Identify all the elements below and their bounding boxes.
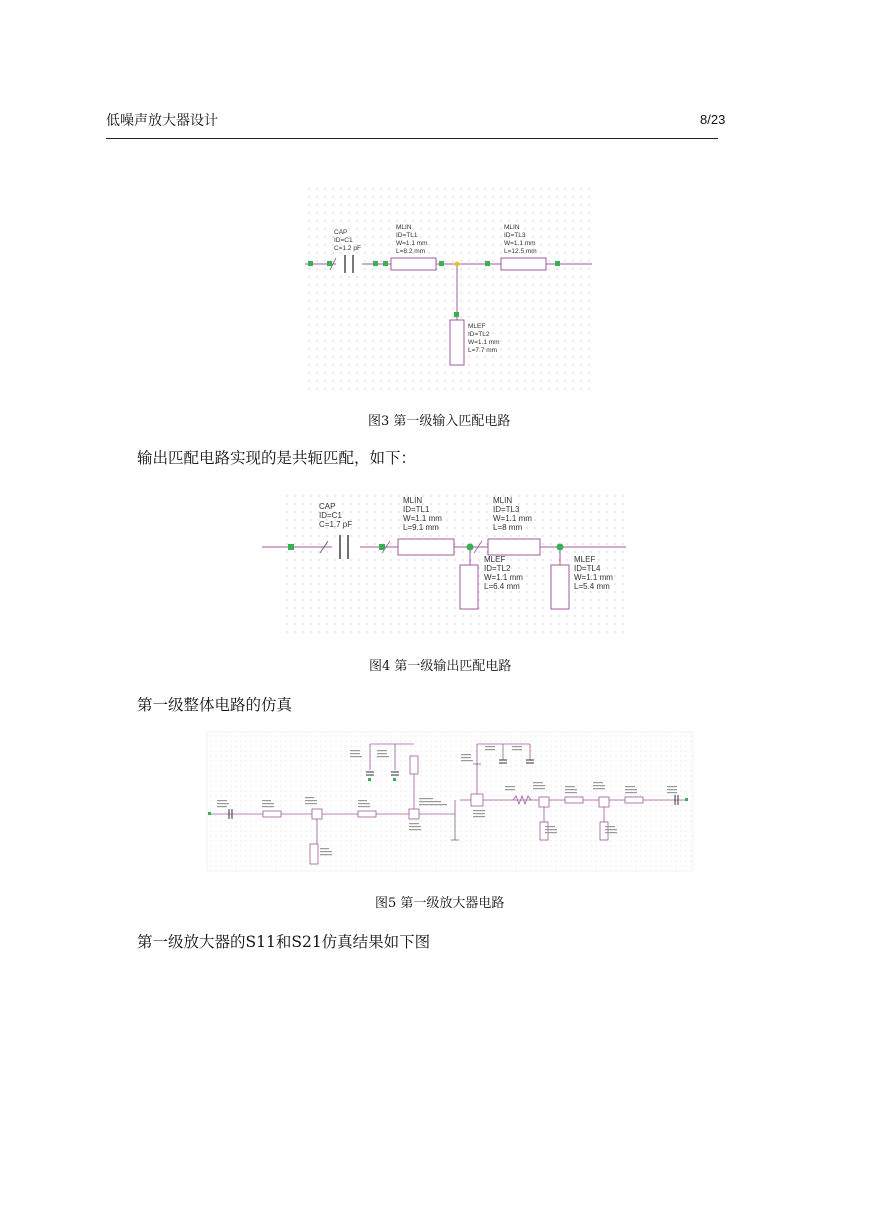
fig4-tl1-l: L=9.1 mm [403, 523, 439, 532]
fig4-tl3-name: MLIN [493, 496, 513, 505]
fig4-tl3-id: ID=TL3 [493, 505, 520, 514]
figure-3-caption: 图3 第一级输入匹配电路 [368, 414, 511, 429]
figure-4-schematic [262, 487, 630, 642]
header-divider [106, 138, 718, 139]
fig4-tl4-l: L=5.4 mm [574, 582, 610, 591]
fig3-tl3-id: ID=TL3 [504, 232, 526, 239]
figure-5-schematic [205, 730, 695, 873]
fig4-tl1-name: MLIN [403, 496, 423, 505]
fig4-cap-value: C=1.7 pF [319, 520, 353, 529]
fig3-tl2-w: W=1.1 mm [468, 339, 500, 346]
fig4-cap-id: ID=C1 [319, 511, 342, 520]
paragraph-s-parameters: 第一级放大器的S11和S21仿真结果如下图 [137, 933, 431, 951]
fig3-tl1-id: ID=TL1 [396, 232, 418, 239]
fig4-tl2-l: L=6.4 mm [484, 582, 520, 591]
fig3-cap-id: ID=C1 [334, 237, 353, 244]
fig4-tl2-name: MLEF [484, 555, 506, 564]
fig4-tl4-w: W=1.1 mm [574, 573, 613, 582]
fig4-tl4-name: MLEF [574, 555, 596, 564]
fig3-tl3-name: MLIN [504, 224, 520, 231]
fig4-tl1-w: W=1.1 mm [403, 514, 442, 523]
fig3-tl1-w: W=1.1 mm [396, 240, 428, 247]
figure-3-schematic [300, 180, 600, 395]
fig3-cap-value: C=1.2 pF [334, 245, 361, 252]
header-title: 低噪声放大器设计 [106, 113, 218, 129]
fig4-cap-name: CAP [319, 502, 336, 511]
paragraph-output-matching: 输出匹配电路实现的是共轭匹配，如下： [137, 449, 417, 467]
fig3-tl3-l: L=12.5 mm [504, 248, 537, 255]
paragraph-simulation: 第一级整体电路的仿真 [137, 696, 293, 714]
fig4-tl2-w: W=1.1 mm [484, 573, 523, 582]
fig3-tl1-l: L=8.2 mm [396, 248, 426, 255]
fig3-tl1-name: MLIN [396, 224, 412, 231]
fig3-tl2-l: L=7.7 mm [468, 347, 498, 354]
fig3-cap-name: CAP [334, 229, 348, 236]
figure-5-caption: 图5 第一级放大器电路 [375, 896, 505, 911]
fig3-tl3-w: W=1.1 mm [504, 240, 536, 247]
fig4-tl3-w: W=1.1 mm [493, 514, 532, 523]
fig4-tl3-l: L=8 mm [493, 523, 523, 532]
fig3-tl2-name: MLEF [468, 323, 486, 330]
fig3-tl2-id: ID=TL2 [468, 331, 490, 338]
fig4-tl4-id: ID=TL4 [574, 564, 601, 573]
figure-4-caption: 图4 第一级输出匹配电路 [369, 659, 512, 674]
fig4-tl1-id: ID=TL1 [403, 505, 430, 514]
fig4-tl2-id: ID=TL2 [484, 564, 511, 573]
page-number: 8/23 [700, 112, 726, 127]
